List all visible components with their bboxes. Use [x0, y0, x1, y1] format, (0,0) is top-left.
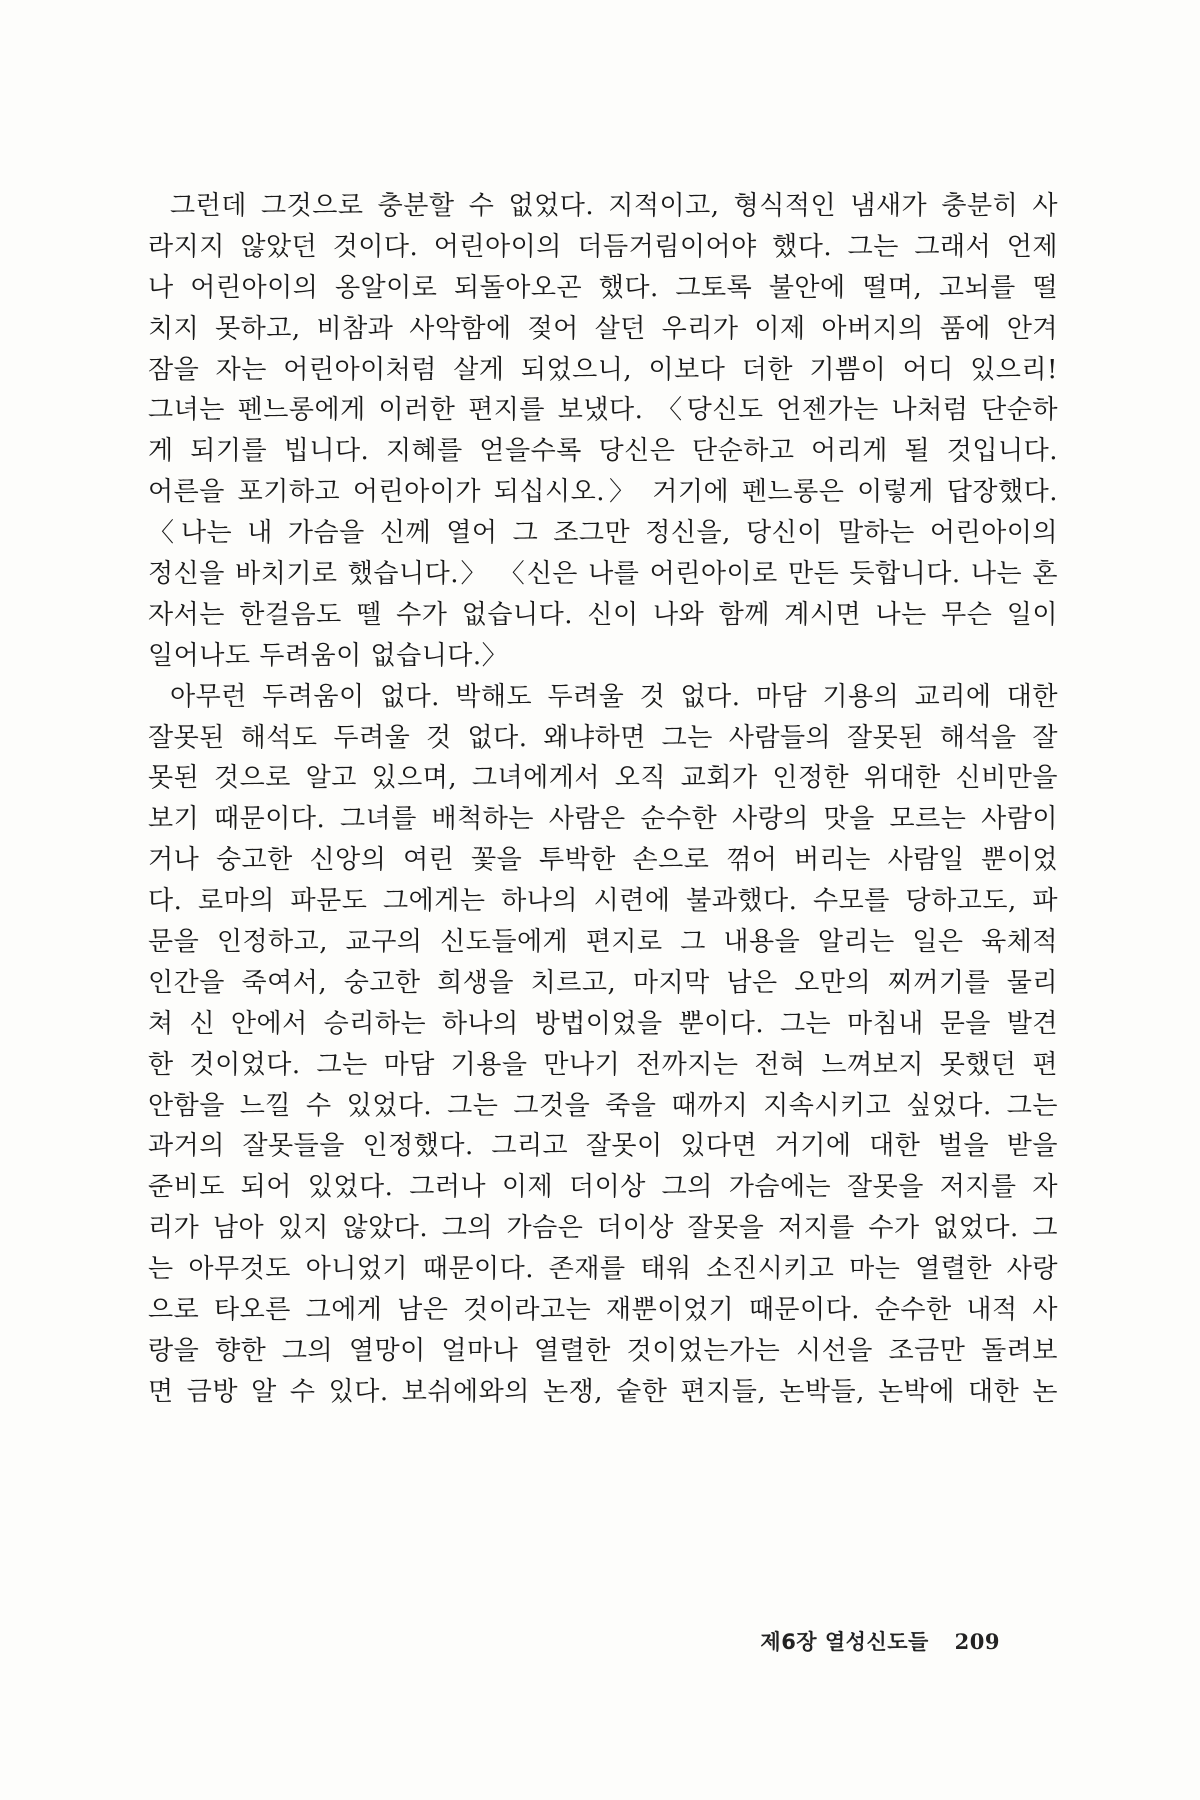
- text-line: 정신을 바치기로 했습니다.〉 〈신은 나를 어린아이로 만든 듯합니다. 나는 혼: [148, 559, 1058, 590]
- text-line: 아무런 두려움이 없다. 박해도 두려울 것 없다. 마담 기용의 교리에 대한: [170, 681, 1058, 712]
- text-line: 나 어린아이의 옹알이로 되돌아오곤 했다. 그토록 불안에 떨며, 고뇌를 떨: [148, 272, 1058, 303]
- text-line: 일어나도 두려움이 없습니다.〉: [148, 640, 509, 671]
- text-line: 으로 타오른 그에게 남은 것이라고는 재뿐이었기 때문이다. 순수한 내적 사: [148, 1295, 1058, 1326]
- text-line: 과거의 잘못들을 인정했다. 그리고 잘못이 있다면 거기에 대한 벌을 받을: [148, 1131, 1058, 1162]
- text-line: 그녀는 펜느롱에게 이러한 편지를 보냈다. 〈당신도 언젠가는 나처럼 단순하: [148, 395, 1058, 426]
- page-number: 209: [954, 1629, 1000, 1654]
- text-line: 한 것이었다. 그는 마담 기용을 만나기 전까지는 전혀 느껴보지 못했던 편: [148, 1049, 1058, 1080]
- text-line: 쳐 신 안에서 승리하는 하나의 방법이었을 뿐이다. 그는 마침내 문을 발견: [148, 1008, 1058, 1039]
- text-line: 잘못된 해석도 두려울 것 없다. 왜냐하면 그는 사람들의 잘못된 해석을 잘: [148, 722, 1058, 753]
- text-line: 라지지 않았던 것이다. 어린아이의 더듬거림이어야 했다. 그는 그래서 언제: [148, 231, 1058, 262]
- text-line: 게 되기를 빕니다. 지혜를 얻을수록 당신은 단순하고 어리게 될 것입니다.: [148, 436, 1058, 467]
- text-line: 잠을 자는 어린아이처럼 살게 되었으니, 이보다 더한 기쁨이 어디 있으리!: [148, 354, 1058, 385]
- text-line: 못된 것으로 알고 있으며, 그녀에게서 오직 교회가 인정한 위대한 신비만을: [148, 763, 1058, 794]
- text-line: 그런데 그것으로 충분할 수 없었다. 지적이고, 형식적인 냄새가 충분히 사: [170, 191, 1058, 221]
- text-line: 문을 인정하고, 교구의 신도들에게 편지로 그 내용을 알리는 일은 육체적: [148, 927, 1058, 958]
- chapter-title: 제6장 열성신도들: [760, 1630, 929, 1654]
- text-line: 준비도 되어 있었다. 그러나 이제 더이상 그의 가슴에는 잘못을 저지를 자: [148, 1172, 1058, 1203]
- body-text: [148, 186, 1058, 1413]
- text-line: 〈나는 내 가슴을 신께 열어 그 조그만 정신을, 당신이 말하는 어린아이의: [148, 518, 1058, 549]
- text-line: 자서는 한걸음도 뗄 수가 없습니다. 신이 나와 함께 계시면 나는 무슨 일이: [148, 599, 1058, 630]
- text-line: 는 아무것도 아니었기 때문이다. 존재를 태워 소진시키고 마는 열렬한 사랑: [148, 1254, 1058, 1285]
- text-line: 면 금방 알 수 있다. 보쉬에와의 논쟁, 숱한 편지들, 논박들, 논박에 대한 논: [148, 1376, 1058, 1407]
- text-line: 어른을 포기하고 어린아이가 되십시오.〉 거기에 펜느롱은 이렇게 답장했다.: [148, 477, 1058, 508]
- text-line: 다. 로마의 파문도 그에게는 하나의 시련에 불과했다. 수모를 당하고도, 파: [148, 886, 1058, 917]
- text-line: 리가 남아 있지 않았다. 그의 가슴은 더이상 잘못을 저지를 수가 없었다. 그: [148, 1213, 1058, 1244]
- page-footer: [760, 1626, 1000, 1656]
- text-line: 랑을 향한 그의 열망이 얼마나 열렬한 것이었는가는 시선을 조금만 돌려보: [148, 1335, 1058, 1366]
- text-line: 인간을 죽여서, 숭고한 희생을 치르고, 마지막 남은 오만의 찌꺼기를 물리: [148, 967, 1058, 998]
- text-line: 치지 못하고, 비참과 사악함에 젖어 살던 우리가 이제 아버지의 품에 안겨: [148, 313, 1058, 344]
- text-line: 보기 때문이다. 그녀를 배척하는 사람은 순수한 사랑의 맛을 모르는 사람이: [148, 804, 1058, 835]
- text-line: 안함을 느낄 수 있었다. 그는 그것을 죽을 때까지 지속시키고 싶었다. 그는: [148, 1090, 1058, 1121]
- text-line: 거나 숭고한 신앙의 여린 꽃을 투박한 손으로 꺾어 버리는 사람일 뿐이었: [148, 845, 1058, 876]
